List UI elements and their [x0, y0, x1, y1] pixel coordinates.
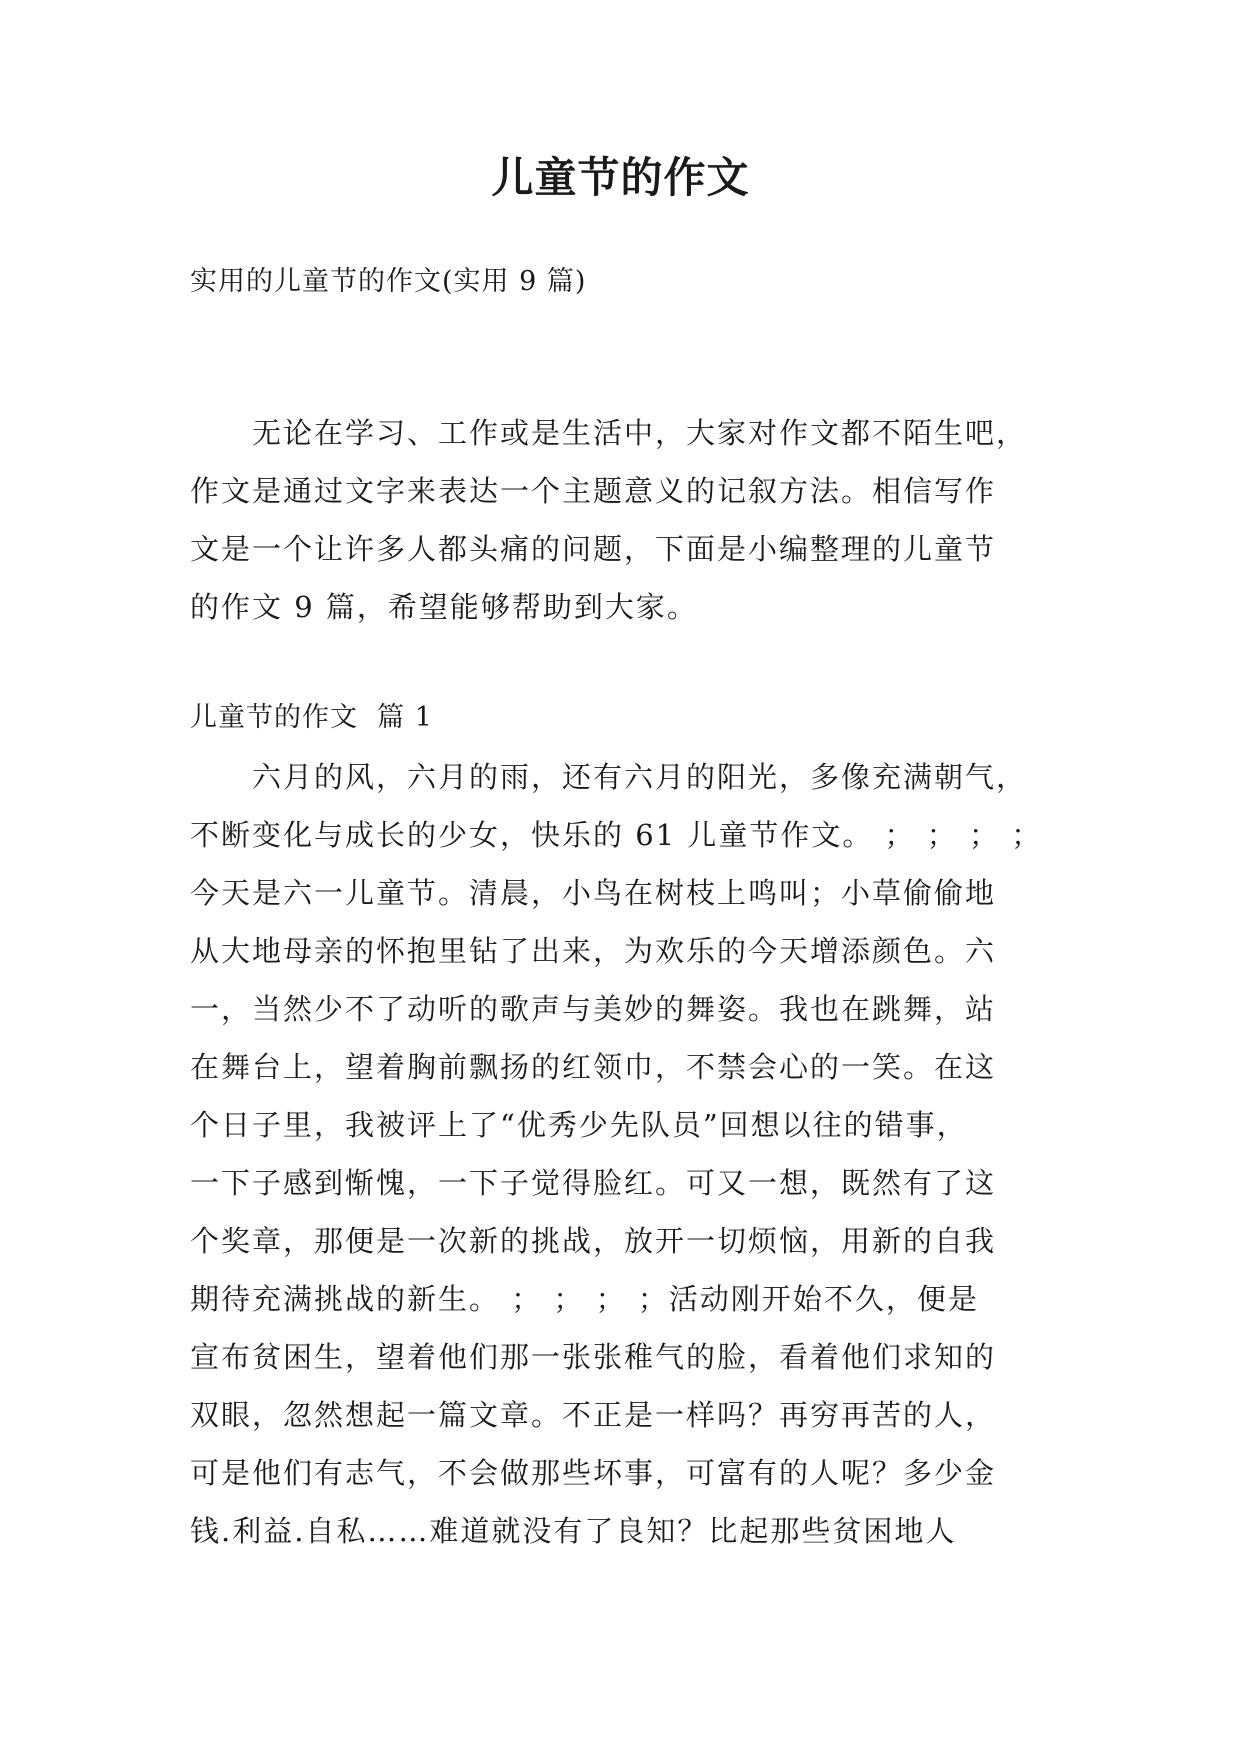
body-line: 钱.利益.自私……难道就没有了良知？比起那些贫困地人	[190, 1514, 957, 1548]
body-line: 个日子里，我被评上了“优秀少先队员”回想以往的错事，	[190, 1108, 968, 1142]
intro-line: 的作文 9 篇，希望能够帮助到大家。	[190, 590, 698, 624]
body-line: 一下子感到惭愧，一下子觉得脸红。可又一想，既然有了这	[190, 1166, 997, 1200]
body-line: 双眼，忽然想起一篇文章。不正是一样吗？再穷再苦的人，	[190, 1398, 997, 1432]
body-line: 今天是六一儿童节。清晨，小鸟在树枝上鸣叫；小草偷偷地	[190, 876, 997, 910]
body-line: 从大地母亲的怀抱里钻了出来，为欢乐的今天增添颜色。六	[190, 934, 997, 968]
document-title: 儿童节的作文	[491, 153, 750, 202]
document-subtitle: 实用的儿童节的作文(实用 9 篇)	[190, 266, 587, 297]
intro-paragraph	[190, 404, 1070, 636]
body-line: 在舞台上，望着胸前飘扬的红领巾，不禁会心的一笑。在这	[190, 1050, 997, 1084]
body-line: 一，当然少不了动听的歌声与美妙的舞姿。我也在跳舞，站	[190, 992, 997, 1026]
intro-line: 无论在学习、工作或是生活中，大家对作文都不陌生吧，	[252, 416, 1028, 450]
body-line: 期待充满挑战的新生。 ； ； ； ；活动刚开始不久，便是	[190, 1282, 979, 1316]
section-heading: 儿童节的作文 篇 1	[190, 702, 433, 733]
body-line: 不断变化与成长的少女，快乐的 61 儿童节作文。 ； ； ； ；	[190, 818, 1043, 852]
body-line: 个奖章，那便是一次新的挑战，放开一切烦恼，用新的自我	[190, 1224, 997, 1258]
body-line: 六月的风，六月的雨，还有六月的阳光，多像充满朝气，	[252, 760, 1028, 794]
intro-line: 文是一个让许多人都头痛的问题，下面是小编整理的儿童节	[190, 532, 997, 566]
body-line: 可是他们有志气，不会做那些坏事，可富有的人呢？多少金	[190, 1456, 997, 1490]
body-line: 宣布贫困生，望着他们那一张张稚气的脸，看着他们求知的	[190, 1340, 997, 1374]
essay-body	[190, 748, 1090, 1560]
intro-line: 作文是通过文字来表达一个主题意义的记叙方法。相信写作	[190, 474, 997, 508]
